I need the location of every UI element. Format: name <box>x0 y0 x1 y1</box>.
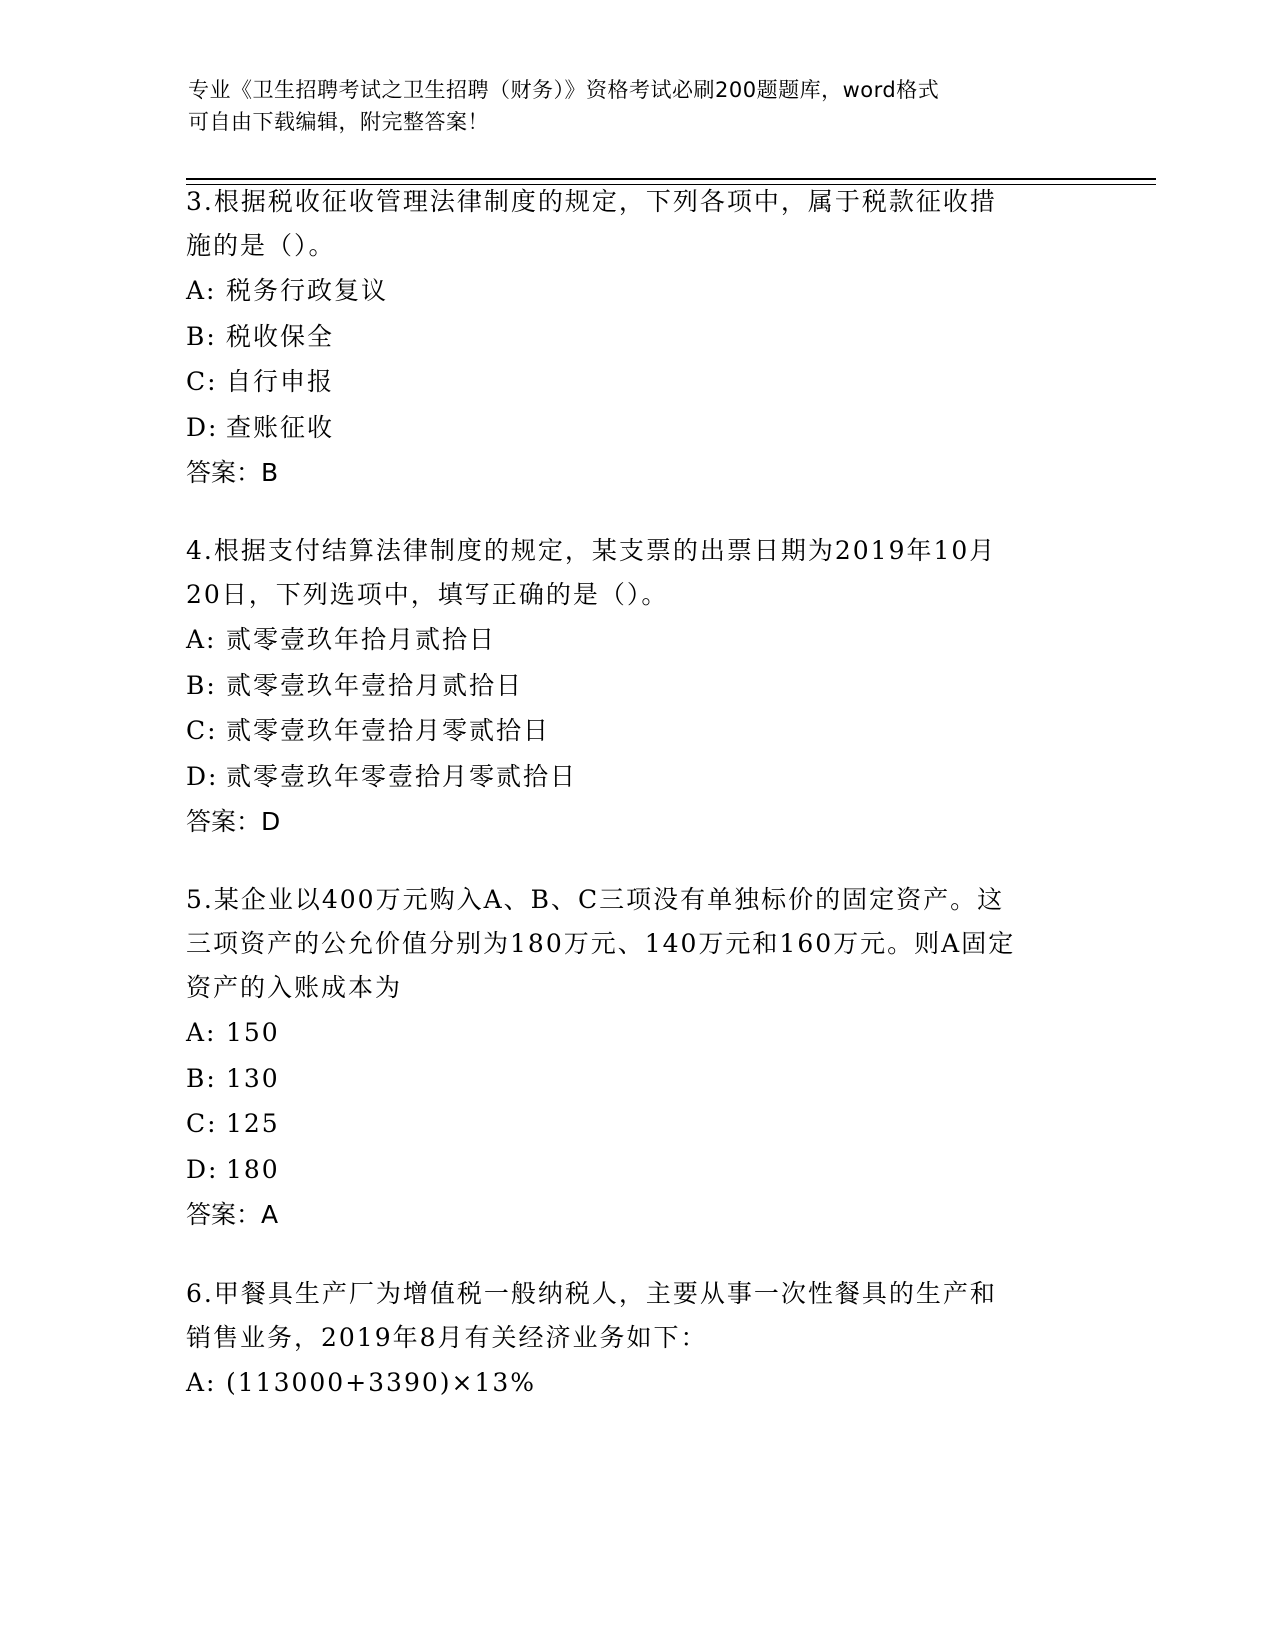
option-d <box>186 1147 1086 1193</box>
stem-line: 施的是（）。 <box>186 231 336 260</box>
question-6 <box>186 1272 1086 1406</box>
question-stem <box>186 529 1086 617</box>
header-line-2: 可自由下载编辑，附完整答案！ <box>188 110 489 134</box>
option-b <box>186 1056 1086 1102</box>
option-letter: B: <box>186 1063 217 1093</box>
option-text: 贰零壹玖年零壹拾月零贰拾日 <box>226 761 578 791</box>
option-a <box>186 617 1086 663</box>
option-text: 查账征收 <box>226 412 335 442</box>
option-letter: A: <box>186 1018 217 1047</box>
option-text: 贰零壹玖年拾月贰拾日 <box>226 625 497 654</box>
option-text: 税务行政复议 <box>226 276 389 305</box>
option-letter: C: <box>186 1109 218 1138</box>
option-letter: A: <box>186 625 217 654</box>
question-stem <box>186 180 1086 268</box>
stem-line: 三项资产的公允价值分别为180万元、140万元和160万元。则A固定 <box>186 929 1016 958</box>
stem-line: 6.甲餐具生产厂为增值税一般纳税人，主要从事一次性餐具的生产和 <box>186 1279 997 1308</box>
answer: 答案：D <box>186 807 281 836</box>
option-c <box>186 708 1086 754</box>
option-b <box>186 663 1086 709</box>
option-letter: D: <box>186 761 219 791</box>
option-d <box>186 405 1086 451</box>
option-b <box>186 314 1086 360</box>
document-header <box>188 74 1088 138</box>
question-3 <box>186 180 1086 495</box>
answer: 答案：B <box>186 458 279 487</box>
option-text: 税收保全 <box>226 321 335 351</box>
answer: 答案：A <box>186 1200 279 1229</box>
option-a <box>186 268 1086 314</box>
question-4 <box>186 529 1086 844</box>
stem-line: 20日，下列选项中，填写正确的是（）。 <box>186 580 669 609</box>
stem-line: 5.某企业以400万元购入A、B、C三项没有单独标价的固定资产。这 <box>186 885 1005 914</box>
option-text: (113000+3390)×13% <box>226 1368 537 1397</box>
option-a <box>186 1360 1086 1406</box>
option-letter: B: <box>186 321 217 351</box>
question-5 <box>186 878 1086 1237</box>
option-letter: D: <box>186 1154 219 1184</box>
option-text: 贰零壹玖年壹拾月贰拾日 <box>226 670 524 700</box>
option-letter: C: <box>186 716 218 745</box>
stem-line: 资产的入账成本为 <box>186 973 403 1002</box>
option-text: 150 <box>226 1018 280 1047</box>
option-d <box>186 754 1086 800</box>
option-letter: D: <box>186 412 219 442</box>
option-letter: C: <box>186 367 218 396</box>
option-text: 125 <box>226 1109 280 1138</box>
question-stem <box>186 878 1086 1010</box>
option-letter: A: <box>186 276 217 305</box>
stem-line: 销售业务，2019年8月有关经济业务如下： <box>186 1323 708 1352</box>
option-a <box>186 1010 1086 1056</box>
option-c <box>186 359 1086 405</box>
header-line-1: 专业《卫生招聘考试之卫生招聘（财务）》资格考试必刷200题题库，word格式 <box>188 78 940 102</box>
stem-line: 4.根据支付结算法律制度的规定，某支票的出票日期为2019年10月 <box>186 536 997 565</box>
option-letter: B: <box>186 670 217 700</box>
option-text: 180 <box>226 1154 280 1184</box>
option-letter: A: <box>186 1368 217 1397</box>
option-c <box>186 1101 1086 1147</box>
question-stem <box>186 1272 1086 1360</box>
option-text: 130 <box>226 1063 280 1093</box>
option-text: 贰零壹玖年壹拾月零贰拾日 <box>226 716 551 745</box>
option-text: 自行申报 <box>226 367 335 396</box>
stem-line: 3.根据税收征收管理法律制度的规定，下列各项中，属于税款征收措 <box>186 187 997 216</box>
